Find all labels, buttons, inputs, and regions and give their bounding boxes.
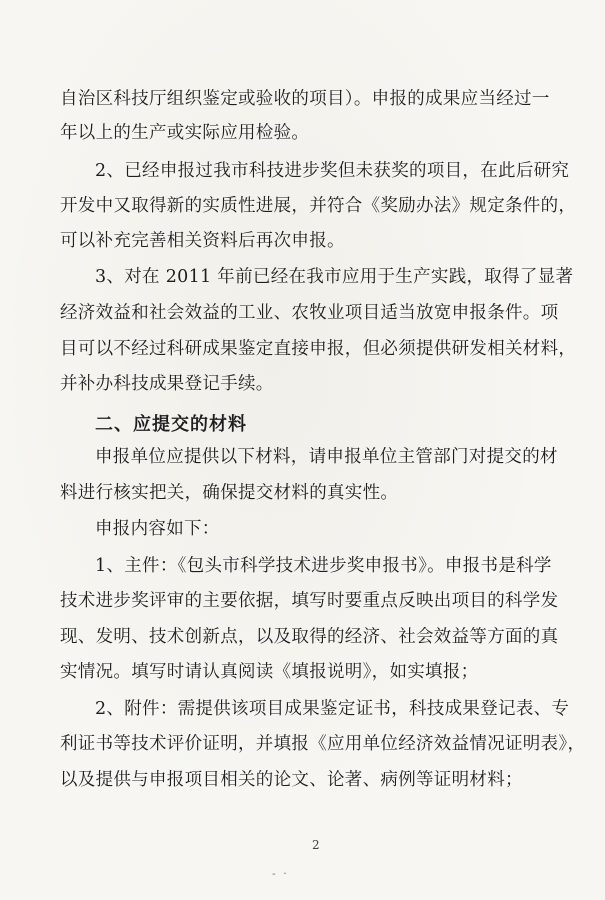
footer-mark: - · bbox=[272, 867, 289, 880]
paragraph-line: 以及提供与申报项目相关的论文、论著、病例等证明材料； bbox=[60, 770, 523, 790]
paragraph-line: 2、附件：需提供该项目成果鉴定证书，科技成果登记表、专 bbox=[95, 699, 570, 719]
page-number: 2 bbox=[312, 838, 320, 852]
paragraph-line: 技术进步奖评审的主要依据，填写时要重点反映出项目的科学发 bbox=[60, 591, 559, 611]
paragraph-line: 现、发明、技术创新点，以及取得的经济、社会效益等方面的真 bbox=[60, 627, 559, 647]
paragraph-line: 目可以不经过科研成果鉴定直接申报，但必须提供研发相关材料， bbox=[60, 339, 577, 359]
paragraph-line: 利证书等技术评价证明，并填报《应用单位经济效益情况证明表》， bbox=[60, 734, 586, 754]
paragraph-line: 申报单位应提供以下材料，请申报单位主管部门对提交的材 bbox=[95, 447, 558, 467]
section-heading: 二、应提交的材料 bbox=[95, 414, 247, 435]
paragraph-line: 并补办科技成果登记手续。 bbox=[60, 374, 274, 394]
paragraph-line: 3、对在 2011 年前已经在我市应用于生产实践，取得了显著 bbox=[95, 267, 574, 287]
paragraph-line: 可以补充完善相关资料后再次申报。 bbox=[60, 231, 345, 251]
paragraph-line: 经济效益和社会效益的工业、农牧业项目适当放宽申报条件。项 bbox=[60, 303, 559, 323]
paragraph-line: 年以上的生产或实际应用检验。 bbox=[60, 123, 310, 143]
paragraph-line: 料进行核实把关，确保提交材料的真实性。 bbox=[60, 483, 399, 503]
paragraph-line: 1、主件：《包头市科学技术进步奖申报书》。申报书是科学 bbox=[95, 556, 552, 576]
paragraph-line: 自治区科技厅组织鉴定或验收的项目）。申报的成果应当经过一 bbox=[60, 89, 550, 109]
paragraph-line: 实情况。填写时请认真阅读《填报说明》，如实填报； bbox=[60, 662, 479, 682]
paragraph-line: 申报内容如下： bbox=[95, 519, 220, 539]
paragraph-line: 2、已经申报过我市科技进步奖但未获奖的项目，在此后研究 bbox=[95, 161, 570, 181]
paragraph-line: 开发中又取得新的实质性进展，并符合《奖励办法》规定条件的， bbox=[60, 196, 577, 216]
